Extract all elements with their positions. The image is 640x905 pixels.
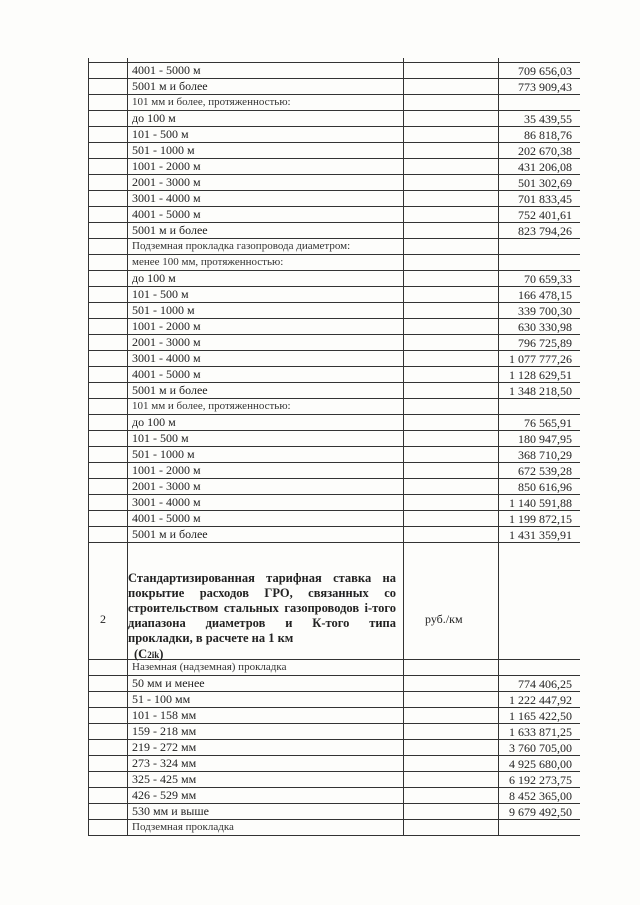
row-label: 273 - 324 мм — [132, 756, 197, 770]
row-value: 1 128 629,51 — [509, 368, 572, 382]
row-value: 1 633 871,25 — [509, 725, 572, 739]
table-rule — [498, 58, 499, 835]
row-value: 180 947,95 — [518, 432, 572, 446]
row-label: Подземная прокладка газопровода диаметром: — [132, 240, 351, 252]
row-value: 76 565,91 — [524, 416, 572, 430]
row-label: 530 мм и выше — [132, 804, 209, 818]
row-label: 219 - 272 мм — [132, 740, 197, 754]
row-value: 672 539,28 — [518, 464, 572, 478]
row-value: 4 925 680,00 — [509, 757, 572, 771]
row-label: Подземная прокладка — [132, 821, 234, 833]
row-label: 1001 - 2000 м — [132, 463, 201, 477]
row-value: 9 679 492,50 — [509, 805, 572, 819]
row-label: 3001 - 4000 м — [132, 351, 201, 365]
row-value: 773 909,43 — [518, 80, 572, 94]
row-label: 325 - 425 мм — [132, 772, 197, 786]
row-value: 202 670,38 — [518, 144, 572, 158]
row-value: 630 330,98 — [518, 320, 572, 334]
row-label: 5001 м и более — [132, 79, 208, 93]
row-label: 426 - 529 мм — [132, 788, 197, 802]
row-label: 4001 - 5000 м — [132, 511, 201, 525]
table-rule — [88, 542, 580, 543]
table-rule — [403, 58, 404, 835]
row-value: 774 406,25 — [518, 677, 572, 691]
row-value: 1 165 422,50 — [509, 709, 572, 723]
row-label: 1001 - 2000 м — [132, 159, 201, 173]
row-label: 4001 - 5000 м — [132, 367, 201, 381]
row-value: 3 760 705,00 — [509, 741, 572, 755]
table-rule — [88, 58, 89, 835]
row-value: 752 401,61 — [518, 208, 572, 222]
row-label: 5001 м и более — [132, 223, 208, 237]
row-value: 431 206,08 — [518, 160, 572, 174]
row-value: 701 833,45 — [518, 192, 572, 206]
row-label: 101 мм и более, протяженностью: — [132, 400, 291, 412]
row-label: 5001 м и более — [132, 383, 208, 397]
row-value: 35 439,55 — [524, 112, 572, 126]
table-rule — [88, 835, 580, 836]
row-label: 4001 - 5000 м — [132, 207, 201, 221]
row-label: до 100 м — [132, 111, 176, 125]
row-value: 823 794,26 — [518, 224, 572, 238]
section-title: Стандартизированная тарифная ставка на покрытие расходов ГРО, связанных со строительством стальных газопроводов i-того диапазона диаметров и К-того типа прокладки, в расчете на 1 км — [128, 571, 396, 645]
table-rule — [127, 58, 128, 835]
row-label: до 100 м — [132, 415, 176, 429]
row-label: 3001 - 4000 м — [132, 191, 201, 205]
row-label: 2001 - 3000 м — [132, 479, 201, 493]
row-value: 1 077 777,26 — [509, 352, 572, 366]
row-value: 1 222 447,92 — [509, 693, 572, 707]
unit-label: руб./км — [425, 612, 463, 626]
row-value: 8 452 365,00 — [509, 789, 572, 803]
row-label: 50 мм и менее — [132, 676, 205, 690]
row-label: 2001 - 3000 м — [132, 175, 201, 189]
row-value: 709 656,03 — [518, 64, 572, 78]
row-label: до 100 м — [132, 271, 176, 285]
row-value: 1 199 872,15 — [509, 512, 572, 526]
row-value: 1 140 591,88 — [509, 496, 572, 510]
row-value: 850 616,96 — [518, 480, 572, 494]
row-value: 1 431 359,91 — [509, 528, 572, 542]
row-label: 51 - 100 мм — [132, 692, 191, 706]
row-label: менее 100 мм, протяженностью: — [132, 256, 284, 268]
row-value: 86 818,76 — [524, 128, 572, 142]
row-value: 501 302,69 — [518, 176, 572, 190]
row-value: 166 478,15 — [518, 288, 572, 302]
row-label: 4001 - 5000 м — [132, 63, 201, 77]
section-symbol: (C2ik) — [134, 647, 164, 661]
row-label: 101 мм и более, протяженностью: — [132, 96, 291, 108]
row-value: 6 192 273,75 — [509, 773, 572, 787]
row-label: 501 - 1000 м — [132, 303, 195, 317]
row-label: 101 - 500 м — [132, 431, 189, 445]
row-value: 70 659,33 — [524, 272, 572, 286]
row-label: 501 - 1000 м — [132, 143, 195, 157]
row-label: 101 - 500 м — [132, 287, 189, 301]
row-label: 1001 - 2000 м — [132, 319, 201, 333]
row-label: 159 - 218 мм — [132, 724, 197, 738]
row-label: Наземная (надземная) прокладка — [132, 661, 287, 673]
row-value: 796 725,89 — [518, 336, 572, 350]
row-value: 368 710,29 — [518, 448, 572, 462]
row-label: 3001 - 4000 м — [132, 495, 201, 509]
row-label: 101 - 158 мм — [132, 708, 197, 722]
row-label: 5001 м и более — [132, 527, 208, 541]
row-value: 339 700,30 — [518, 304, 572, 318]
row-label: 501 - 1000 м — [132, 447, 195, 461]
section-number: 2 — [100, 612, 106, 626]
row-label: 2001 - 3000 м — [132, 335, 201, 349]
row-label: 101 - 500 м — [132, 127, 189, 141]
row-value: 1 348 218,50 — [509, 384, 572, 398]
